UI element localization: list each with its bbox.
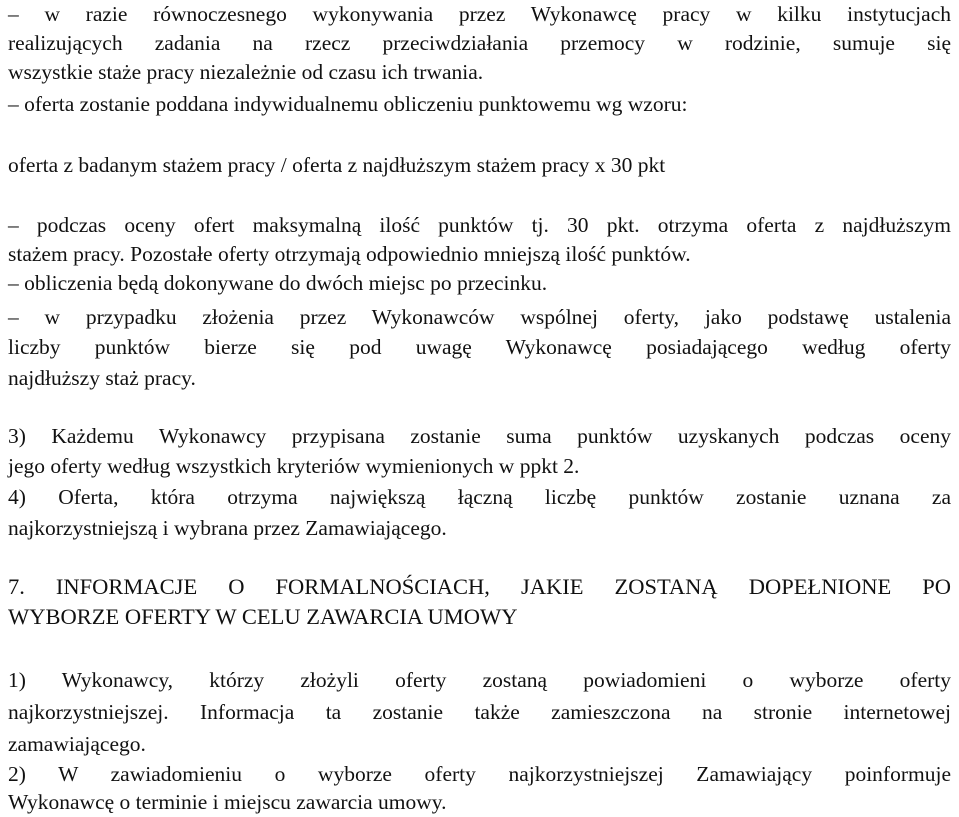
text-line: najdłuższy staż pracy.: [8, 366, 196, 390]
numbered-item-1: 1) Wykonawcy, którzy złożyli oferty zostaną powiadomieni o wyborze oferty: [8, 668, 951, 692]
text-line: najkorzystniejszej. Informacja ta zostanie także zamieszczona na stronie internetowej: [8, 700, 951, 724]
text-line: stażem pracy. Pozostałe oferty otrzymają odpowiednio mniejszą ilość punktów.: [8, 242, 691, 266]
bullet-line-concurrent-employment: – w razie równoczesnego wykonywania przez Wykonawcę pracy w kilku instytucjach: [8, 2, 951, 26]
numbered-item-3: 3) Każdemu Wykonawcy przypisana zostanie suma punktów uzyskanych podczas oceny: [8, 424, 951, 448]
bullet-line-scoring-formula-intro: – oferta zostanie poddana indywidualnemu obliczeniu punktowemu wg wzoru:: [8, 92, 688, 116]
section-heading-7-cont: WYBORZE OFERTY W CELU ZAWARCIA UMOWY: [8, 604, 518, 629]
numbered-item-4: 4) Oferta, która otrzyma największą łączną liczbę punktów zostanie uznana za: [8, 485, 951, 509]
text-line: najkorzystniejszą i wybrana przez Zamawiającego.: [8, 516, 447, 540]
bullet-line-rounding: – obliczenia będą dokonywane do dwóch miejsc po przecinku.: [8, 271, 548, 295]
bullet-line-max-points: – podczas oceny ofert maksymalną ilość punktów tj. 30 pkt. otrzyma oferta z najdłuższym: [8, 213, 951, 237]
text-line: wszystkie staże pracy niezależnie od czasu ich trwania.: [8, 60, 484, 84]
bullet-line-joint-offer: – w przypadku złożenia przez Wykonawców wspólnej oferty, jako podstawę ustalenia: [8, 305, 951, 329]
section-heading-7: 7. INFORMACJE O FORMALNOŚCIACH, JAKIE ZOSTANĄ DOPEŁNIONE PO: [8, 574, 951, 599]
text-line: zamawiającego.: [8, 732, 146, 756]
text-line: liczby punktów bierze się pod uwagę Wykonawcę posiadającego według oferty: [8, 335, 951, 359]
scoring-formula: oferta z badanym stażem pracy / oferta z najdłuższym stażem pracy x 30 pkt: [8, 153, 666, 177]
text-line: realizujących zadania na rzecz przeciwdziałania przemocy w rodzinie, sumuje się: [8, 31, 951, 55]
text-line: jego oferty według wszystkich kryteriów wymienionych w ppkt 2.: [8, 454, 580, 478]
numbered-item-2: 2) W zawiadomieniu o wyborze oferty najkorzystniejszej Zamawiający poinformuje: [8, 762, 951, 786]
text-line: Wykonawcę o terminie i miejscu zawarcia umowy.: [8, 790, 447, 814]
